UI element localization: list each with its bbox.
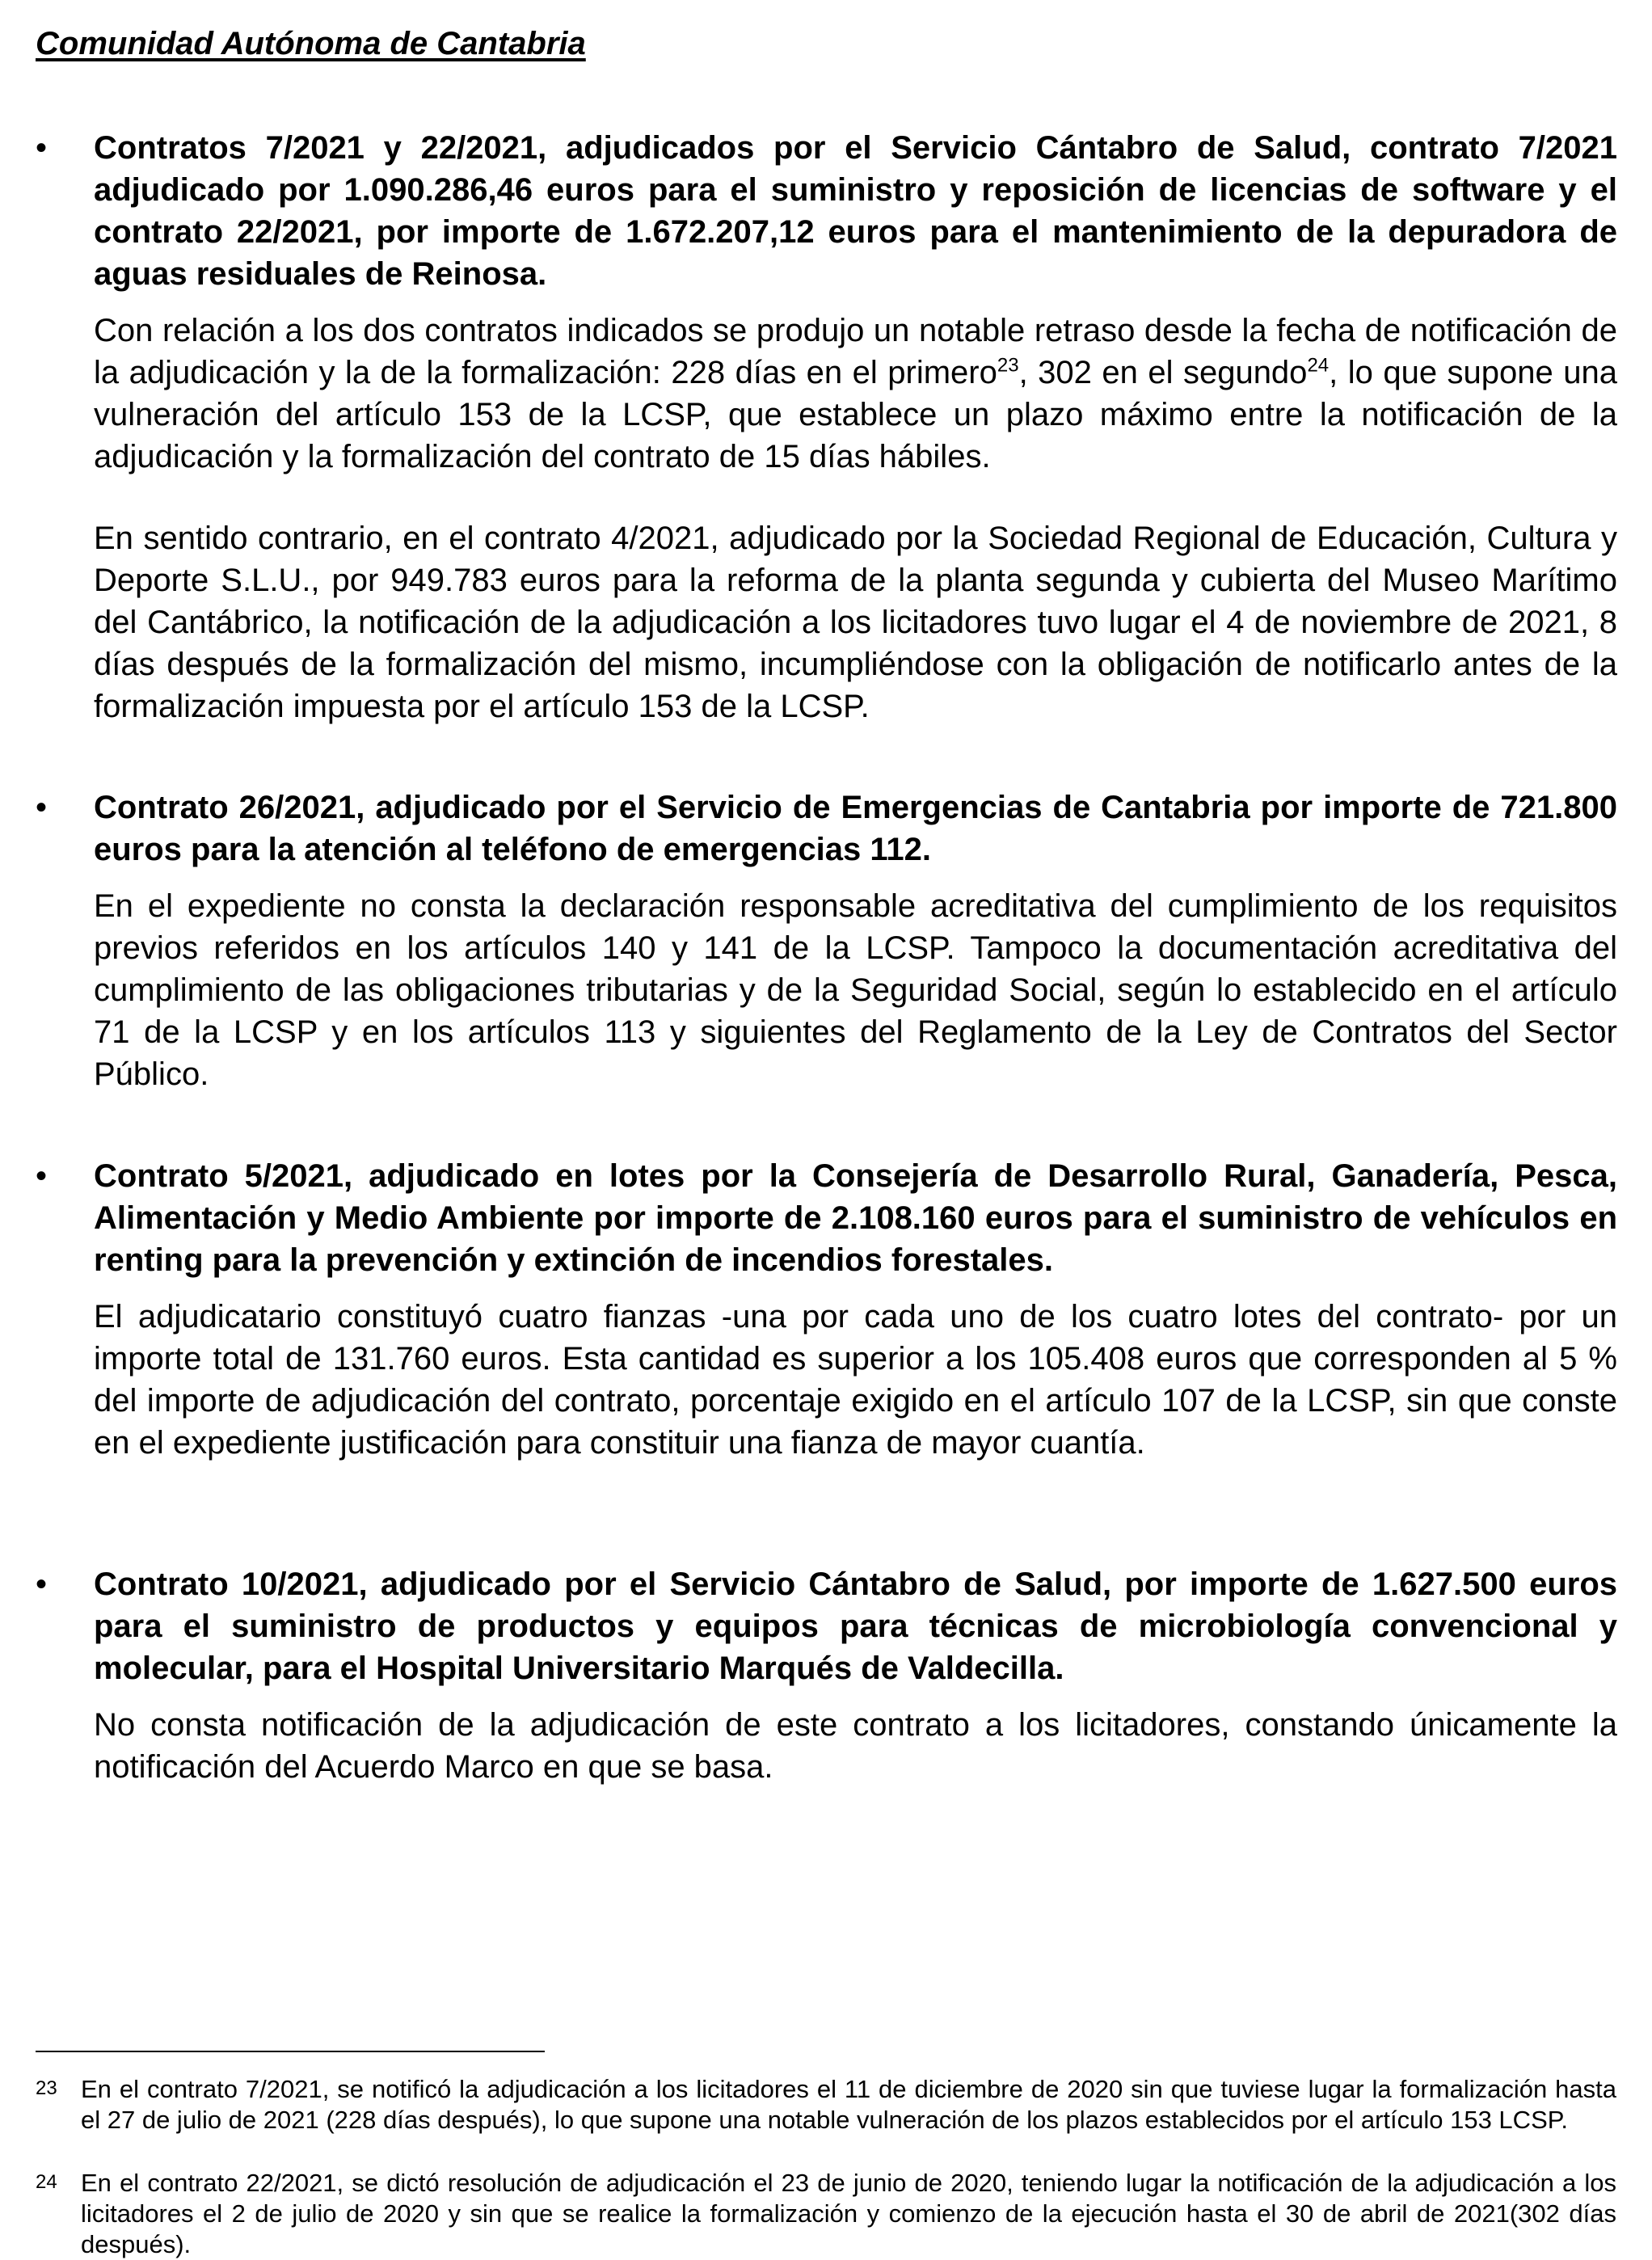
page-heading: Comunidad Autónoma de Cantabria [36, 26, 586, 61]
footnote-number: 23 [36, 2077, 57, 2099]
footnote-divider [36, 2051, 545, 2052]
footnote-text-23: En el contrato 7/2021, se notificó la adjudicación a los licitadores el 11 de diciembre de 2020 sin que tuviese lugar la formalización hasta el 27 de julio de 2021 (228 días después), lo que supone una notable vulneración de los plazos establecidos por el artículo 153 LCSP. [81, 2075, 1616, 2134]
bullet-marker: • [36, 790, 48, 825]
bullet-marker: • [36, 1158, 48, 1194]
item-paragraph-fianzas: El adjudicatario constituyó cuatro fianzas -una por cada uno de los cuatro lotes del contrato- por un importe total de 131.760 euros. Esta cantidad es superior a los 105.408 euros que corresponden al 5 % del importe de adjudicación del contrato, porcentaje exigido en el artículo 107 de la LCSP, sin que conste en el expediente justificación para constituir una fianza de mayor cuantía. [94, 1299, 1617, 1461]
footnote-text-24: En el contrato 22/2021, se dictó resolución de adjudicación el 23 de junio de 2020, teniendo lugar la notificación de la adjudicación a los licitadores el 2 de julio de 2020 y sin que se realice la formalización y comienzo de la ejecución hasta el 30 de abril de 2021(302 días después). [81, 2169, 1616, 2258]
bullet-marker: • [36, 1566, 48, 1602]
item-title-contrato-5: Contrato 5/2021, adjudicado en lotes por la Consejería de Desarrollo Rural, Ganadería, Pesca, Alimentación y Medio Ambiente por importe de 2.108.160 euros para el suministro de vehículos en renting para la prevención y extinción de incendios forestales. [94, 1158, 1617, 1278]
item-title-contratos-7-22: Contratos 7/2021 y 22/2021, adjudicados por el Servicio Cántabro de Salud, contrato 7/2021 adjudicado por 1.090.286,46 euros para el suministro y reposición de licencias de software y el contrato 22/2021, por importe de 1.672.207,12 euros para el mantenimiento de la depuradora de aguas residuales de Reinosa. [94, 130, 1617, 292]
bullet-marker: • [36, 130, 48, 166]
paragraph-text: , lo que supone una vulneración del artículo 153 de la LCSP, que establece un plazo máximo entre la notificación de la adjudicación y la formalización del contrato de 15 días hábiles. [94, 355, 1618, 474]
item-paragraph-notificacion: No consta notificación de la adjudicación de este contrato a los licitadores, constando únicamente la notificación del Acuerdo Marco en que se basa. [94, 1707, 1617, 1785]
footnote-ref-23[interactable]: 23 [997, 354, 1019, 377]
item-paragraph-retraso [94, 310, 1617, 478]
footnote-number: 24 [36, 2171, 57, 2193]
item-title-contrato-10: Contrato 10/2021, adjudicado por el Servicio Cántabro de Salud, por importe de 1.627.500 euros para el suministro de productos y equipos para técnicas de microbiología convencional y molecular, para el Hospital Universitario Marqués de Valdecilla. [94, 1566, 1617, 1686]
item-paragraph-sentido-contrario: En sentido contrario, en el contrato 4/2021, adjudicado por la Sociedad Regional de Educación, Cultura y Deporte S.L.U., por 949.783 euros para la reforma de la planta segunda y cubierta del Museo Marítimo del Cantábrico, la notificación de la adjudicación a los licitadores tuvo lugar el 4 de noviembre de 2021, 8 días después de la formalización del mismo, incumpliéndose con la obligación de notificarlo antes de la formalización impuesta por el artículo 153 de la LCSP. [94, 521, 1617, 724]
paragraph-text: Con relación a los dos contratos indicados se produjo un notable retraso desde la fecha de notificación de la adjudicación y la de la formalización: 228 días en el primero [94, 313, 1617, 390]
paragraph-text: , 302 en el segundo [1018, 355, 1308, 390]
item-paragraph-expediente: En el expediente no consta la declaración responsable acreditativa del cumplimiento de los requisitos previos referidos en los artículos 140 y 141 de la LCSP. Tampoco la documentación acreditativa del cumplimiento de las obligaciones tributarias y de la Seguridad Social, según lo establecido en el artículo 71 de la LCSP y en los artículos 113 y siguientes del Reglamento de la Ley de Contratos del Sector Público. [94, 888, 1617, 1092]
item-title-contrato-26: Contrato 26/2021, adjudicado por el Servicio de Emergencias de Cantabria por importe de 721.800 euros para la atención al teléfono de emergencias 112. [94, 790, 1617, 867]
footnote-ref-24[interactable]: 24 [1307, 354, 1330, 377]
